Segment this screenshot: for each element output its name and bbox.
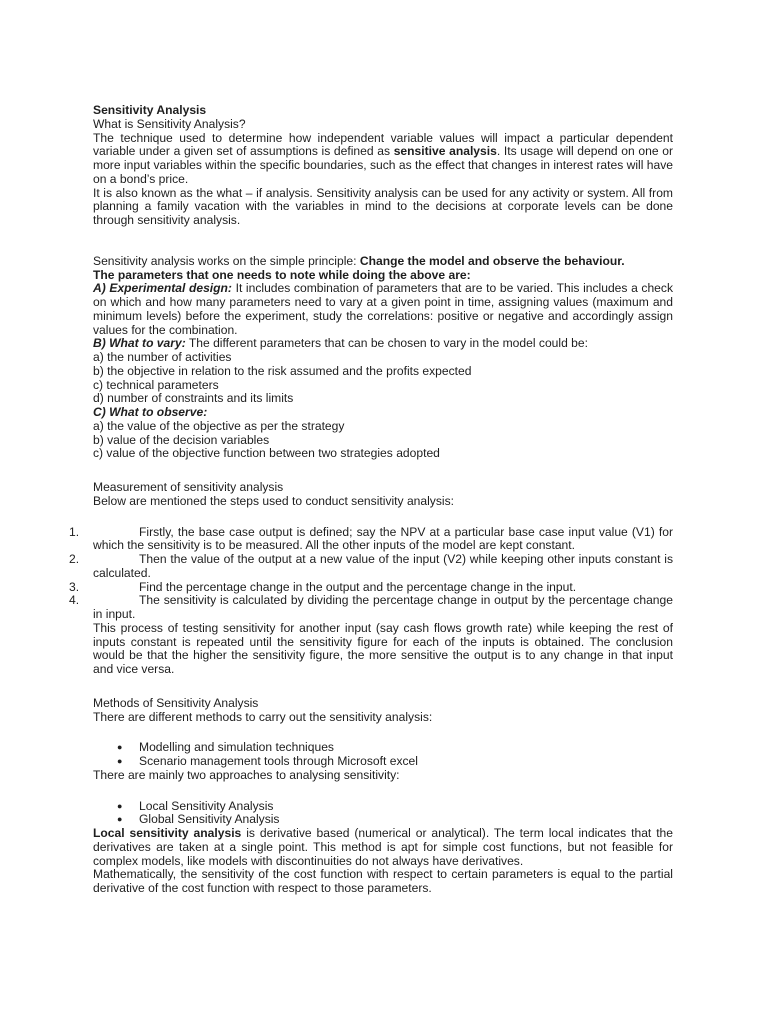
bullet-icon: ●	[117, 814, 123, 825]
steps-list	[69, 524, 673, 622]
step-number: 4.	[69, 593, 80, 608]
step-text: Firstly, the base case output is defined; say the NPV at a particular base case input value (V1) for which the sensitivity is to be measured. All the other inputs of the model are kept constant.	[93, 524, 673, 553]
local-sensitivity-paragraph: Local sensitivity analysis is derivative based (numerical or analytical). The term local indicates that the derivatives are taken at a single point. This method is apt for simple cost functions, but not feasible for complex models, like models with discontinuities do not always have derivatives.	[93, 826, 674, 868]
measurement-heading: Measurement of sensitivity analysis	[93, 480, 284, 494]
principle-line: Sensitivity analysis works on the simple principle: Change the model and observe the behaviour.	[93, 253, 625, 268]
step-text: The sensitivity is calculated by dividing the percentage change in output by the percentage change in input.	[93, 593, 673, 621]
list-item: b) the objective in relation to the risk assumed and the profits expected	[93, 363, 472, 378]
bullet-icon: ●	[117, 756, 123, 766]
step-item	[69, 552, 673, 581]
methods-intro: There are different methods to carry out the sensitivity analysis:	[93, 709, 433, 724]
bullet-icon: ●	[117, 800, 123, 811]
measurement-intro: Below are mentioned the steps used to conduct sensitivity analysis:	[93, 493, 454, 508]
bullet-icon: ●	[117, 742, 123, 753]
approaches-intro: There are mainly two approaches to analysing sensitivity:	[93, 767, 400, 782]
list-item: a) the number of activities	[93, 350, 232, 364]
methods-heading: Methods of Sensitivity Analysis	[93, 695, 259, 710]
section-c-label: C) What to observe:	[93, 405, 208, 419]
list-item: ● Modelling and simulation techniques	[117, 740, 334, 755]
step-number: 2.	[69, 552, 80, 566]
list-item: a) the value of the objective as per the strategy	[93, 418, 345, 433]
list-item: c) technical parameters	[93, 377, 219, 392]
doc-title: Sensitivity Analysis	[93, 103, 207, 117]
list-item: ● Global Sensitivity Analysis	[117, 812, 280, 827]
step-text: Find the percentage change in the output and the percentage change in the input.	[139, 579, 577, 594]
math-paragraph: Mathematically, the sensitivity of the cost function with respect to certain parameters is equal to the partial derivative of the cost function with respect to those parameters.	[93, 867, 673, 895]
section-a-paragraph: A) Experimental design: It includes combination of parameters that are to be varied. This includes a check on which and how many parameters need to vary at a given point in time, assigning values (maximum and minimum levels) before the experiment, study the correlations: positive or negative and accordingly assign values for the combination.	[93, 281, 674, 337]
doc-subtitle: What is Sensitivity Analysis?	[93, 116, 246, 131]
section-b-paragraph: B) What to vary: The different parameters that can be chosen to vary in the model could be:	[93, 336, 588, 351]
measurement-conclusion: This process of testing sensitivity for another input (say cash flows growth rate) while keeping the rest of inputs constant is repeated until the sensitivity figure for each of the inputs is obtained. The conclusion would be that the higher the sensitivity figure, the more sensitive the output is to any change in that input and vice versa.	[93, 620, 673, 676]
list-item: b) value of the decision variables	[93, 432, 270, 447]
step-item	[69, 579, 673, 595]
intro-paragraph-2: It is also known as the what – if analysis. Sensitivity analysis can be used for any activity or system. All from planning a family vacation with the variables in mind to the decisions at corporate levels can be done through sensitivity analysis.	[93, 185, 673, 227]
list-item: d) number of constraints and its limits	[93, 391, 294, 406]
intro-paragraph-1: The technique used to determine how independent variable values will impact a particular dependent variable under a given set of assumptions is defined as sensitive analysis. Its usage will depend on one or more input variables within the specific boundaries, such as the effect that changes in interest rates will have on a bond’s price.	[93, 130, 673, 186]
parameters-heading: The parameters that one needs to note while doing the above are:	[93, 267, 471, 282]
list-item: ● Scenario management tools through Microsoft excel	[117, 754, 418, 768]
step-item	[69, 593, 673, 622]
document-page	[69, 103, 674, 896]
list-item: c) value of the objective function between two strategies adopted	[93, 446, 440, 461]
step-number: 1.	[69, 524, 80, 539]
step-text: Then the value of the output at a new value of the input (V2) while keeping other inputs constant is calculated.	[93, 552, 673, 580]
list-item: ● Local Sensitivity Analysis	[117, 798, 274, 813]
step-number: 3.	[69, 579, 80, 594]
step-item	[69, 524, 673, 554]
